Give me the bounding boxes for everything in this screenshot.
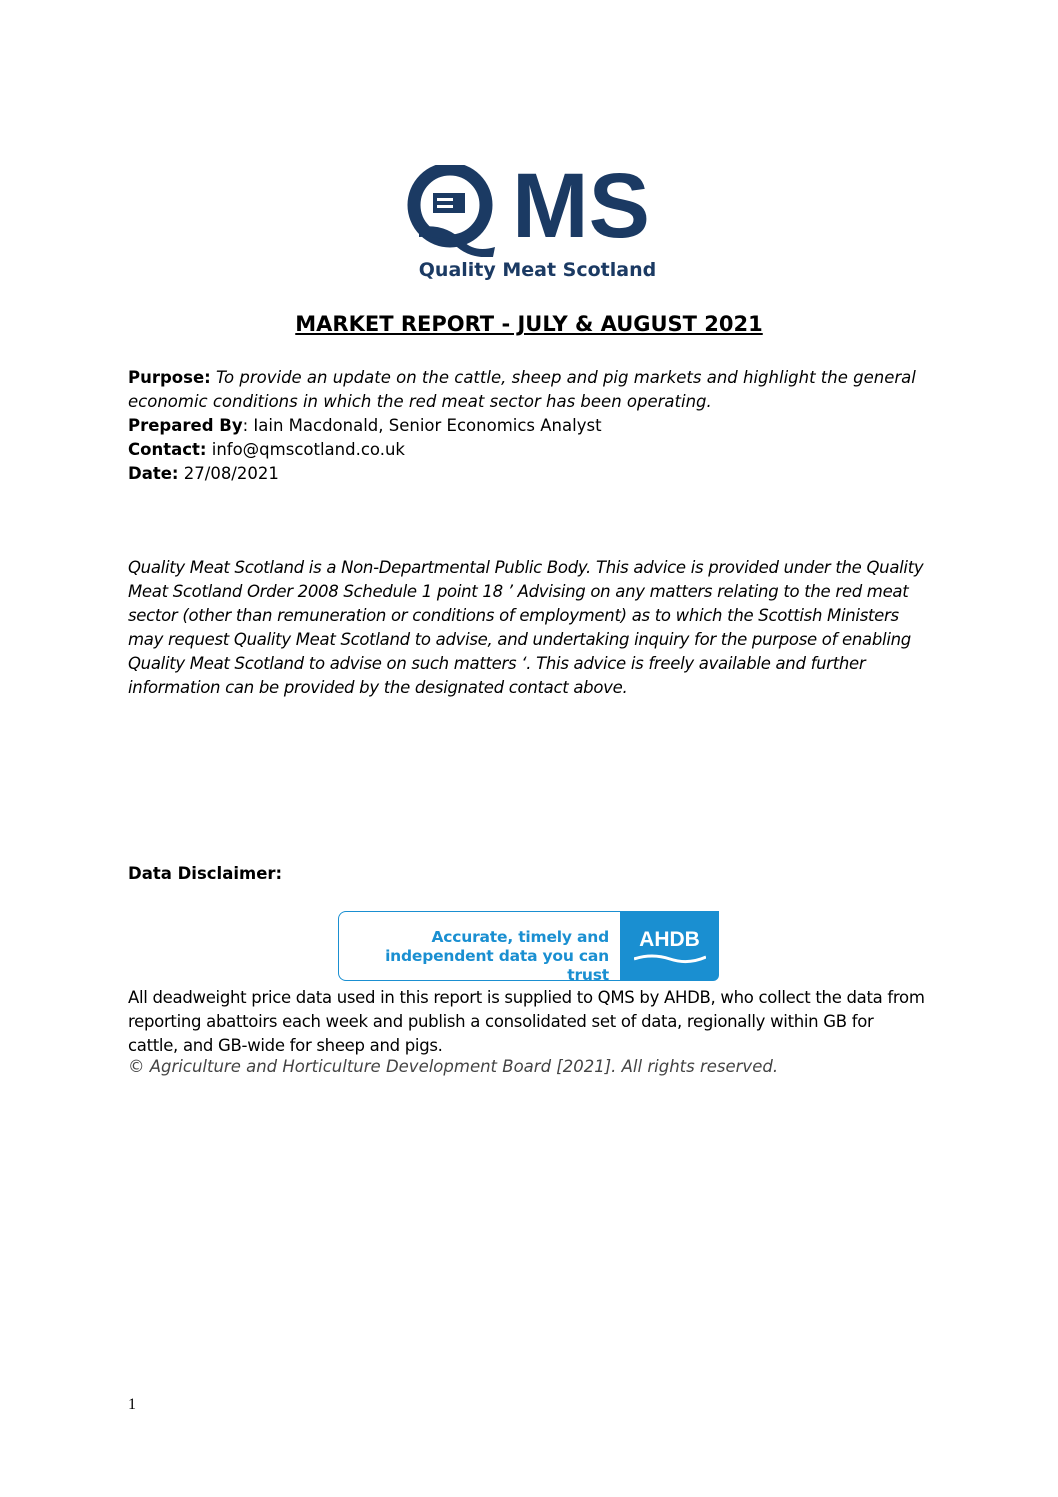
logo-ms-letters: MS <box>512 165 650 257</box>
purpose-label: Purpose: <box>128 368 211 387</box>
report-title: MARKET REPORT - JULY & AUGUST 2021 <box>295 312 763 336</box>
prepared-row <box>128 414 928 438</box>
disclaimer-text: All deadweight price data used in this report is supplied to QMS by AHDB, who collect the data from reporting abattoirs each week and publish a consolidated set of data, regionally within GB for cattle, and GB-wide for sheep and pigs. <box>128 988 925 1055</box>
logo-subtitle: Quality Meat Scotland <box>418 259 657 281</box>
ahdb-banner-text-box <box>338 911 621 984</box>
prepared-label: Prepared By <box>128 416 243 435</box>
disclaimer-heading: Data Disclaimer: <box>128 864 283 883</box>
contact-email[interactable]: info@qmscotland.co.uk <box>206 440 405 459</box>
contact-row <box>128 438 928 462</box>
advice-paragraph: Quality Meat Scotland is a Non-Departmental Public Body. This advice is provided under the Quality Meat Scotland Order 2008 Schedule 1 point 18 ’ Advising on any matters relating to the red meat sector (other than remuneration or conditions of employment) as to which the Scottish Ministers may request Quality Meat Scotland to advise, and undertaking inquiry for the purpose of enabling Quality Meat Scotland to advise on such matters ‘. This advice is freely available and further information can be provided by the designated contact above. <box>128 558 924 697</box>
qms-logo <box>405 165 670 285</box>
purpose-text: To provide an update on the cattle, sheep and pig markets and highlight the general economic conditions in which the red meat sector has been operating. <box>128 368 916 411</box>
ahdb-slogan <box>339 928 609 985</box>
purpose-row <box>128 366 928 414</box>
ahdb-logo <box>620 911 719 981</box>
report-meta <box>128 366 928 486</box>
ahdb-slogan-line2: independent data you can trust <box>385 947 609 984</box>
page-number: 1 <box>128 1396 136 1413</box>
ahdb-wave-icon <box>634 953 706 965</box>
ahdb-logo-text: AHDB <box>639 928 700 951</box>
ahdb-slogan-line1: Accurate, timely and <box>431 928 609 946</box>
date-label: Date: <box>128 464 179 483</box>
date-row <box>128 462 928 486</box>
qms-wordmark-icon <box>405 165 670 257</box>
contact-label: Contact: <box>128 440 207 459</box>
date-text: 27/08/2021 <box>178 464 279 483</box>
prepared-text: : Iain Macdonald, Senior Economics Analyst <box>242 416 602 435</box>
ahdb-banner <box>338 911 719 984</box>
copyright-notice: © Agriculture and Horticulture Development Board [2021]. All rights reserved. <box>128 1057 779 1076</box>
